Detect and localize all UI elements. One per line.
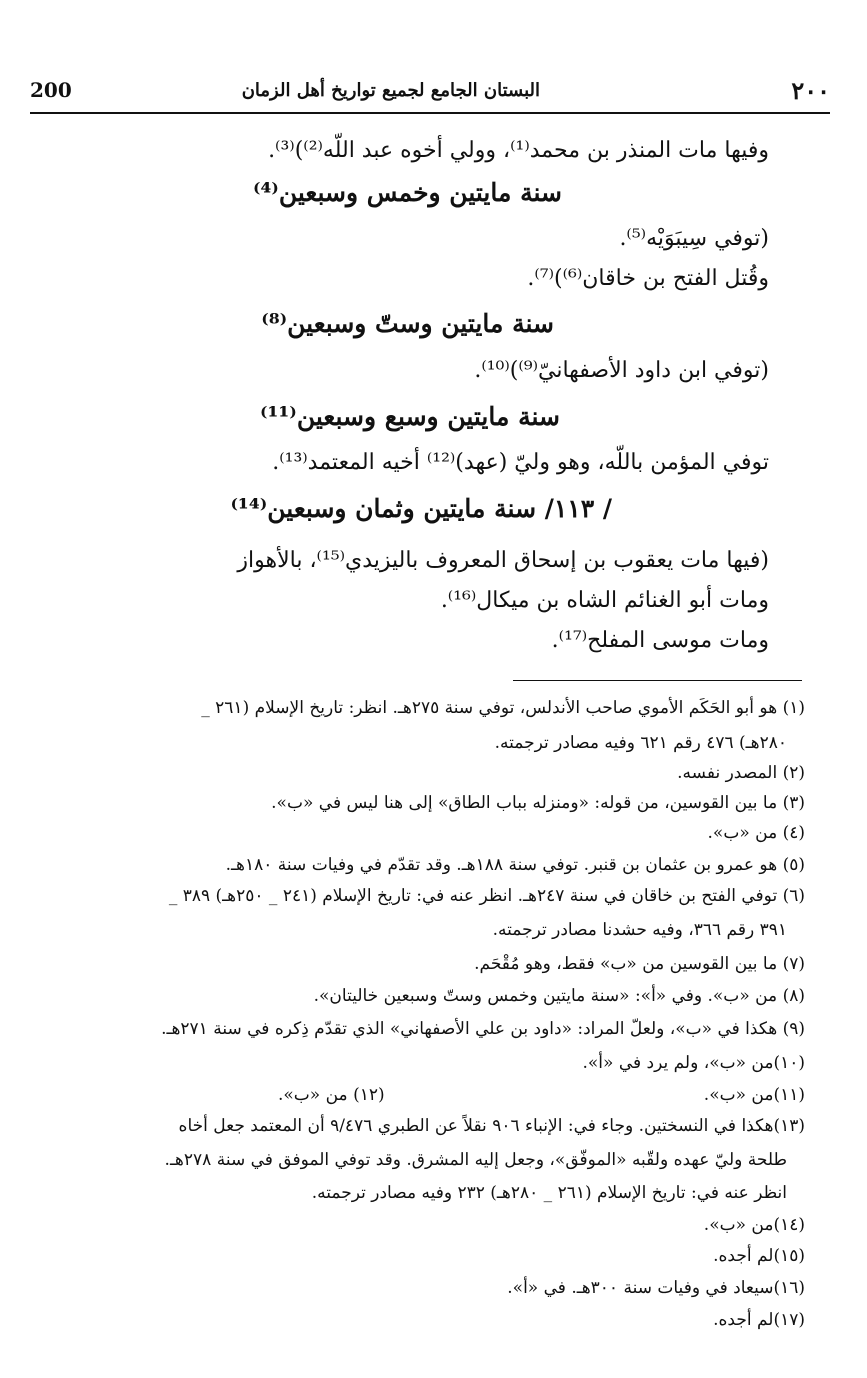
footnote-14: (١٤)من «ب». (703, 1215, 805, 1235)
footnote-1-cont: ٢٨٠هـ) ٤٧٦ رقم ٦٢١ وفيه مصادر ترجمته. (494, 733, 787, 753)
footnote-17: (١٧)لم أجده. (713, 1310, 805, 1330)
running-header (30, 74, 830, 114)
page-number-arabic: ٢٠٠ (791, 76, 830, 105)
footnote-13-cont: انظر عنه في: تاريخ الإسلام (٢٦١ _ ٢٨٠هـ) ٢٣٢ وفيه مصادر ترجمته. (311, 1183, 787, 1203)
footnote-13: (١٣)هكذا في النسختين. وجاء في: الإنباء ٩٠٦ نقلاً عن الطبري ٩/٤٧٦ أن المعتمد جعل أخاه (178, 1116, 805, 1136)
footnote-6-cont: ٣٩١ رقم ٣٦٦، وفيه حشدنا مصادر ترجمته. (492, 920, 787, 940)
year-heading: سنة مايتين وستّ وسبعين⁽⁸⁾ (261, 309, 554, 338)
text-line: وفيها مات المنذر بن محمد⁽¹⁾، وولي أخوه عبد اللّه⁽²⁾)⁽³⁾. (268, 138, 769, 163)
text-line: (توفي سِيبَوَيْه⁽⁵⁾. (619, 226, 769, 251)
page-number-latin: 200 (30, 78, 72, 102)
text-line: توفي المؤمن باللّه، وهو وليّ (عهد)⁽¹²⁾ أخيه المعتمد⁽¹³⁾. (272, 450, 769, 475)
text-line: (فيها مات يعقوب بن إسحاق المعروف باليزيدي⁽¹⁵⁾، بالأهواز (237, 548, 769, 573)
footnote-13-cont: طلحة وليّ عهده ولقّبه «الموفّق»، وجعل إليه المشرق. وقد توفي الموفق في سنة ٢٧٨هـ. (164, 1150, 787, 1170)
footnote-7: (٧) ما بين القوسين من «ب» فقط، وهو مُقْحَم. (474, 954, 805, 974)
year-heading: / ١١٣/ سنة مايتين وثمان وسبعين⁽¹⁴⁾ (230, 494, 612, 523)
footnote-separator (513, 680, 802, 681)
year-heading: سنة مايتين وسبع وسبعين⁽¹¹⁾ (260, 402, 560, 431)
footnote-9: (٩) هكذا في «ب»، ولعلّ المراد: «داود بن علي الأصفهاني» الذي تقدّم ذِكره في سنة ٢٧١هـ. (161, 1019, 805, 1039)
footnote-16: (١٦)سيعاد في وفيات سنة ٣٠٠هـ. في «أ». (507, 1278, 805, 1298)
footnote-2: (٢) المصدر نفسه. (677, 763, 805, 783)
footnote-6: (٦) توفي الفتح بن خاقان في سنة ٢٤٧هـ. انظر عنه في: تاريخ الإسلام (٢٤١ _ ٢٥٠هـ) ٣٨٩ _ (168, 886, 805, 906)
text-line: وقُتل الفتح بن خاقان⁽⁶⁾)⁽⁷⁾. (527, 266, 769, 291)
footnote-3: (٣) ما بين القوسين، من قوله: «ومنزله بباب الطاق» إلى هنا ليس في «ب». (271, 793, 805, 813)
footnote-15: (١٥)لم أجده. (713, 1246, 805, 1266)
footnote-5: (٥) هو عمرو بن عثمان بن قنبر. توفي سنة ١٨٨هـ. وقد تقدّم في وفيات سنة ١٨٠هـ. (225, 855, 805, 875)
text-line: (توفي ابن داود الأصفهانيّ⁽⁹⁾)⁽¹⁰⁾. (474, 358, 769, 383)
header-rule (30, 112, 830, 114)
running-title: البستان الجامع لجميع تواريخ أهل الزمان (241, 80, 540, 101)
footnote-12: (١٢) من «ب». (278, 1085, 385, 1105)
footnote-8: (٨) من «ب». وفي «أ»: «سنة مايتين وخمس وستّ وسبعين خاليتان». (313, 986, 805, 1006)
text-line: ومات أبو الغنائم الشاه بن ميكال⁽¹⁶⁾. (440, 588, 769, 613)
text-line: ومات موسى المفلح⁽¹⁷⁾. (551, 628, 769, 653)
footnote-4: (٤) من «ب». (707, 823, 805, 843)
footnote-1: (١) هو أبو الحَكَم الأموي صاحب الأندلس، توفي سنة ٢٧٥هـ. انظر: تاريخ الإسلام (٢٦١ _ (201, 698, 805, 718)
footnote-11: (١١)من «ب». (703, 1085, 805, 1105)
footnote-10: (١٠)من «ب»، ولم يرد في «أ». (582, 1053, 805, 1073)
year-heading: سنة مايتين وخمس وسبعين⁽⁴⁾ (253, 178, 562, 207)
